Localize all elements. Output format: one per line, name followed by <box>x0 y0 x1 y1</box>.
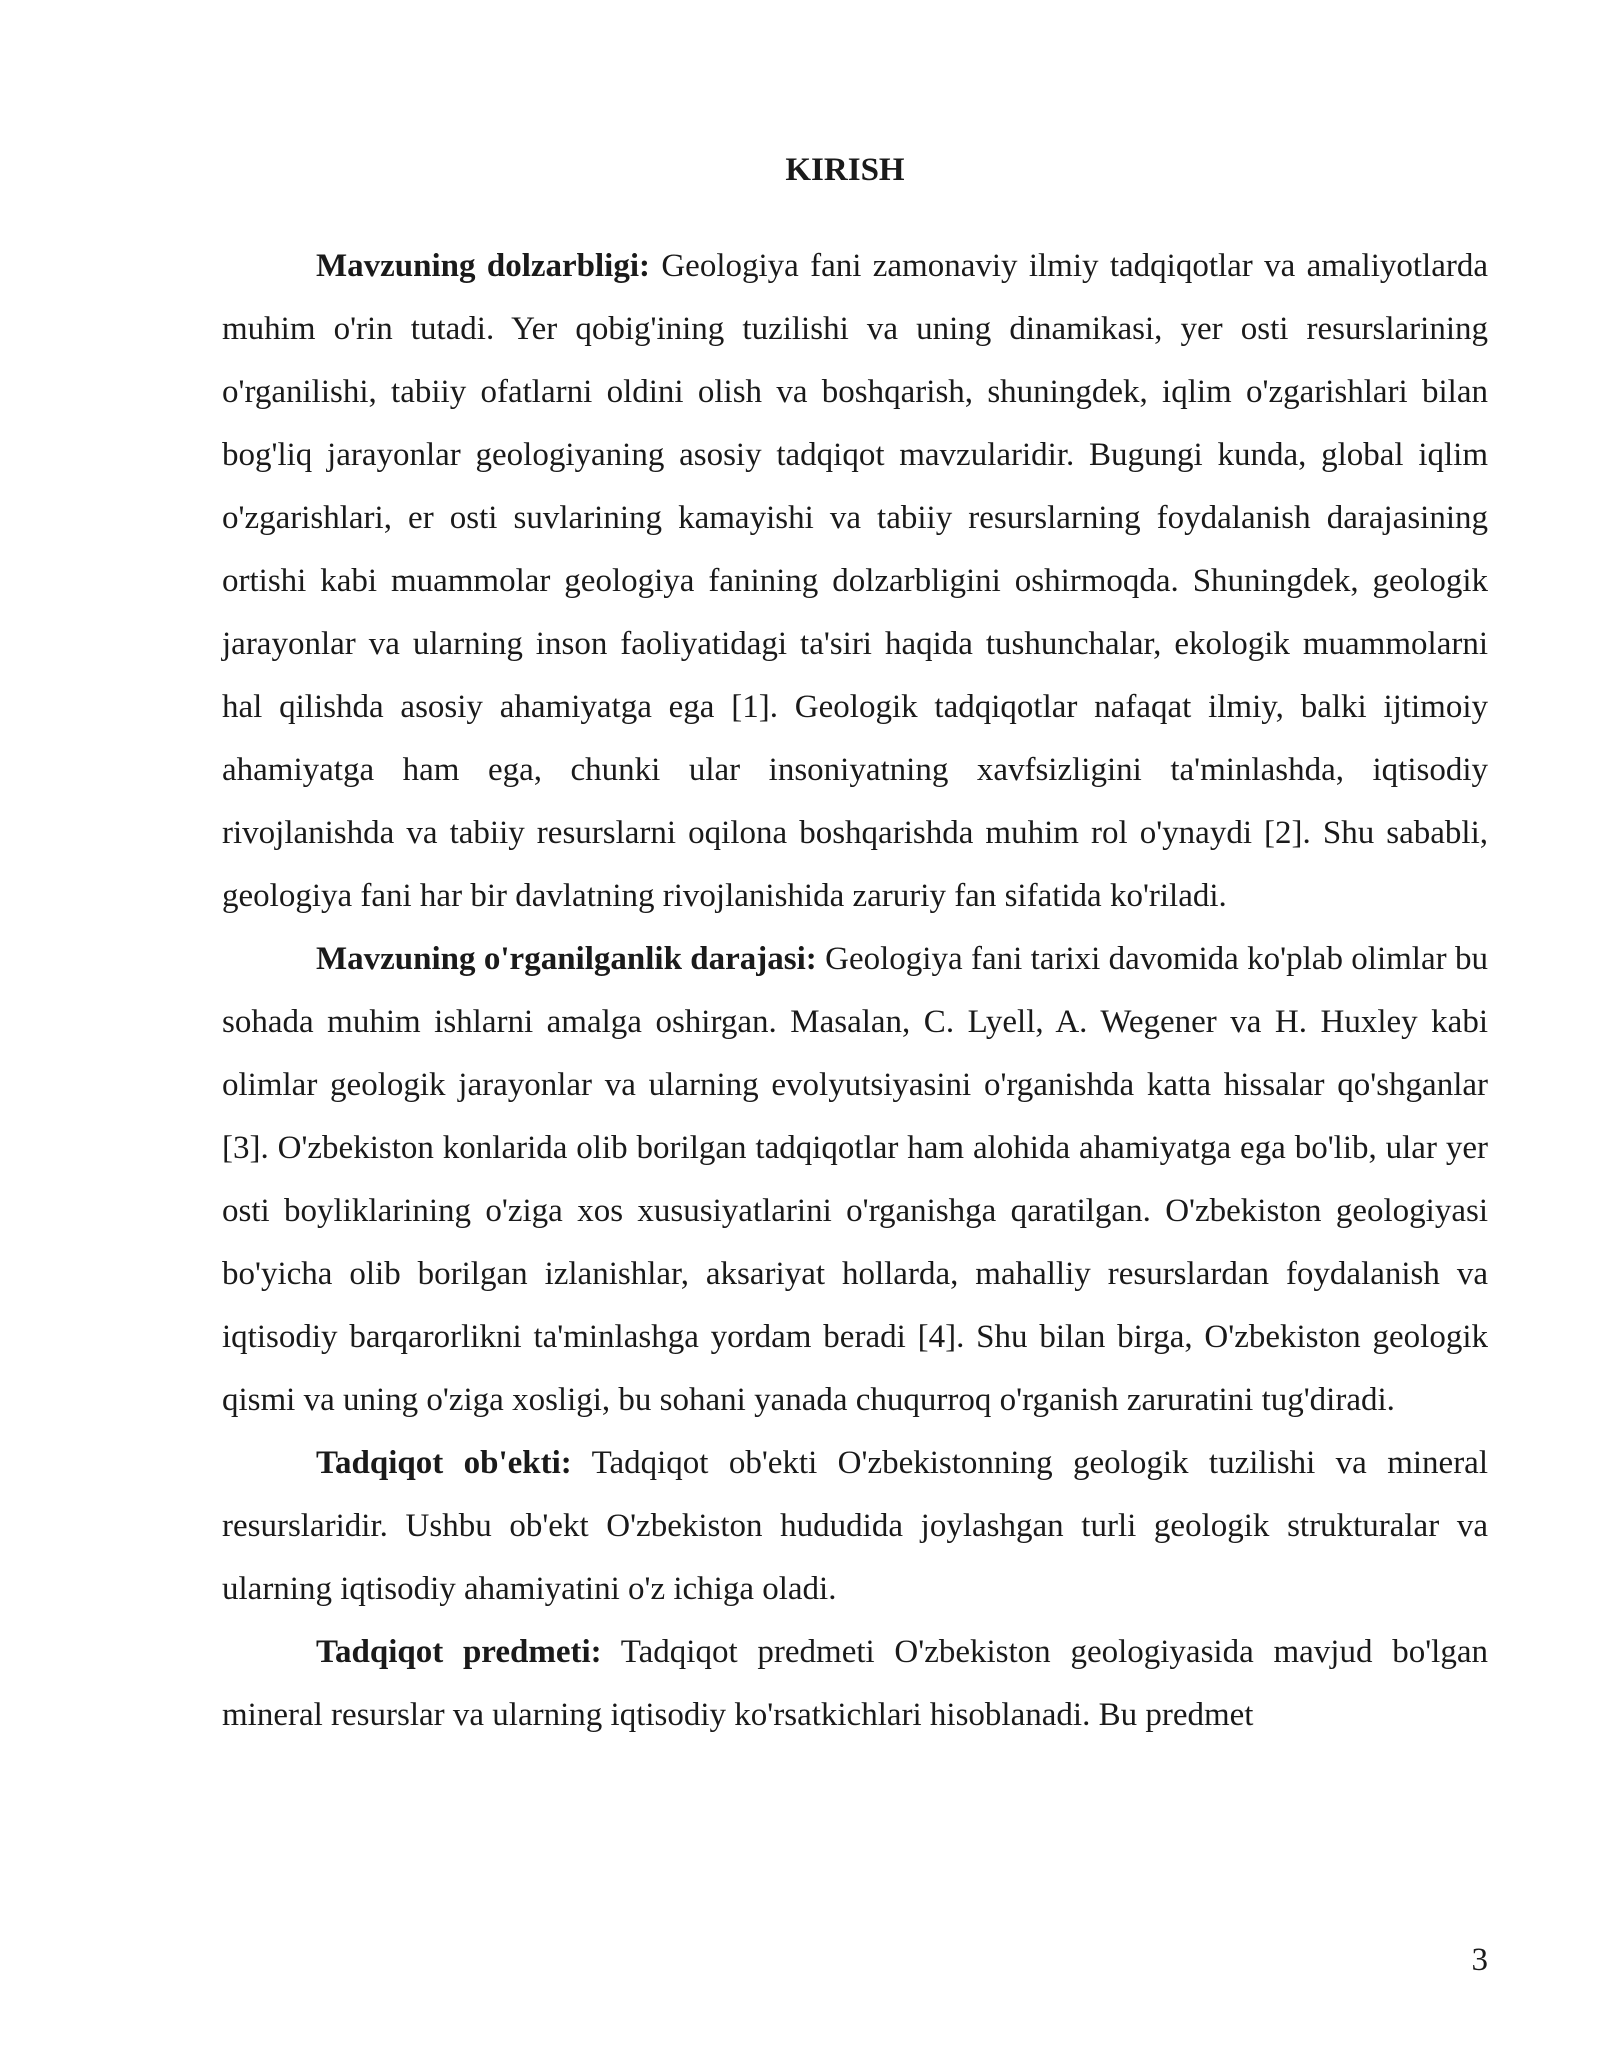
paragraph-text: Tadqiqot ob'ekti O'zbekistonning geologik tuzilishi va mineral resurslaridir. Ushbu ob'ekt O'zbekiston hududida joylashgan turli geologik strukturalar va ularning iqtisodiy ahamiyatini o'z ichiga oladi. <box>222 1445 1488 1607</box>
paragraph-heading: Mavzuning dolzarbligi: <box>316 248 651 284</box>
paragraph-text: Geologiya fani tarixi davomida ko'plab olimlar bu sohada muhim ishlarni amalga oshirgan. Masalan, C. Lyell, A. Wegener va H. Huxley kabi olimlar geologik jarayonlar va ularning evolyutsiyasini o'rganishda katta hissalar qo'shganlar [3]. O'zbekiston konlarida olib borilgan tadqiqotlar ham alohida ahamiyatga ega bo'lib, ular yer osti boyliklarining o'ziga xos xususiyatlarini o'rganishga qaratilgan. O'zbekiston geologiyasi bo'yicha olib borilgan izlanishlar, aksariyat hollarda, mahalliy resurslardan foydalanish va iqtisodiy barqarorlikni ta'minlashga yordam beradi [4]. Shu bilan birga, O'zbekiston geologik qismi va uning o'ziga xosligi, bu sohani yanada chuqurroq o'rganish zaruratini tug'diradi. <box>222 941 1488 1418</box>
paragraph-heading: Mavzuning o'rganilganlik darajasi: <box>316 941 817 977</box>
paragraph-heading: Tadqiqot predmeti: <box>316 1634 602 1670</box>
paragraph-research-subject <box>222 1621 1488 1747</box>
paragraph-text: Geologiya fani zamonaviy ilmiy tadqiqotlar va amaliyotlarda muhim o'rin tutadi. Yer qobig'ining tuzilishi va uning dinamikasi, yer osti resurslarining o'rganilishi, tabiiy ofatlarni oldini olish va boshqarish, shuningdek, iqlim o'zgarishlari bilan bog'liq jarayonlar geologiyaning asosiy tadqiqot mavzularidir. Bugungi kunda, global iqlim o'zgarishlari, er osti suvlarining kamayishi va tabiiy resurslarning foydalanish darajasining ortishi kabi muammolar geologiya fanining dolzarbligini oshirmoqda. Shuningdek, geologik jarayonlar va ularning inson faoliyatidagi ta'siri haqida tushunchalar, ekologik muammolarni hal qilishda asosiy ahamiyatga ega [1]. Geologik tadqiqotlar nafaqat ilmiy, balki ijtimoiy ahamiyatga ham ega, chunki ular insoniyatning xavfsizligini ta'minlashda, iqtisodiy rivojlanishda va tabiiy resurslarni oqilona boshqarishda muhim rol o'ynaydi [2]. Shu sababli, geologiya fani har bir davlatning rivojlanishida zaruriy fan sifatida ko'riladi. <box>222 248 1488 914</box>
paragraph-study-level <box>222 928 1488 1432</box>
document-body <box>222 235 1488 1747</box>
paragraph-heading: Tadqiqot ob'ekti: <box>316 1445 572 1481</box>
section-title: KIRISH <box>785 152 905 188</box>
paragraph-research-object <box>222 1432 1488 1621</box>
page-number: 3 <box>1471 1942 1488 1978</box>
paragraph-text: Tadqiqot predmeti O'zbekiston geologiyasida mavjud bo'lgan mineral resurslar va ularning iqtisodiy ko'rsatkichlari hisoblanadi. Bu predmet <box>222 1634 1488 1733</box>
paragraph-relevance <box>222 235 1488 928</box>
